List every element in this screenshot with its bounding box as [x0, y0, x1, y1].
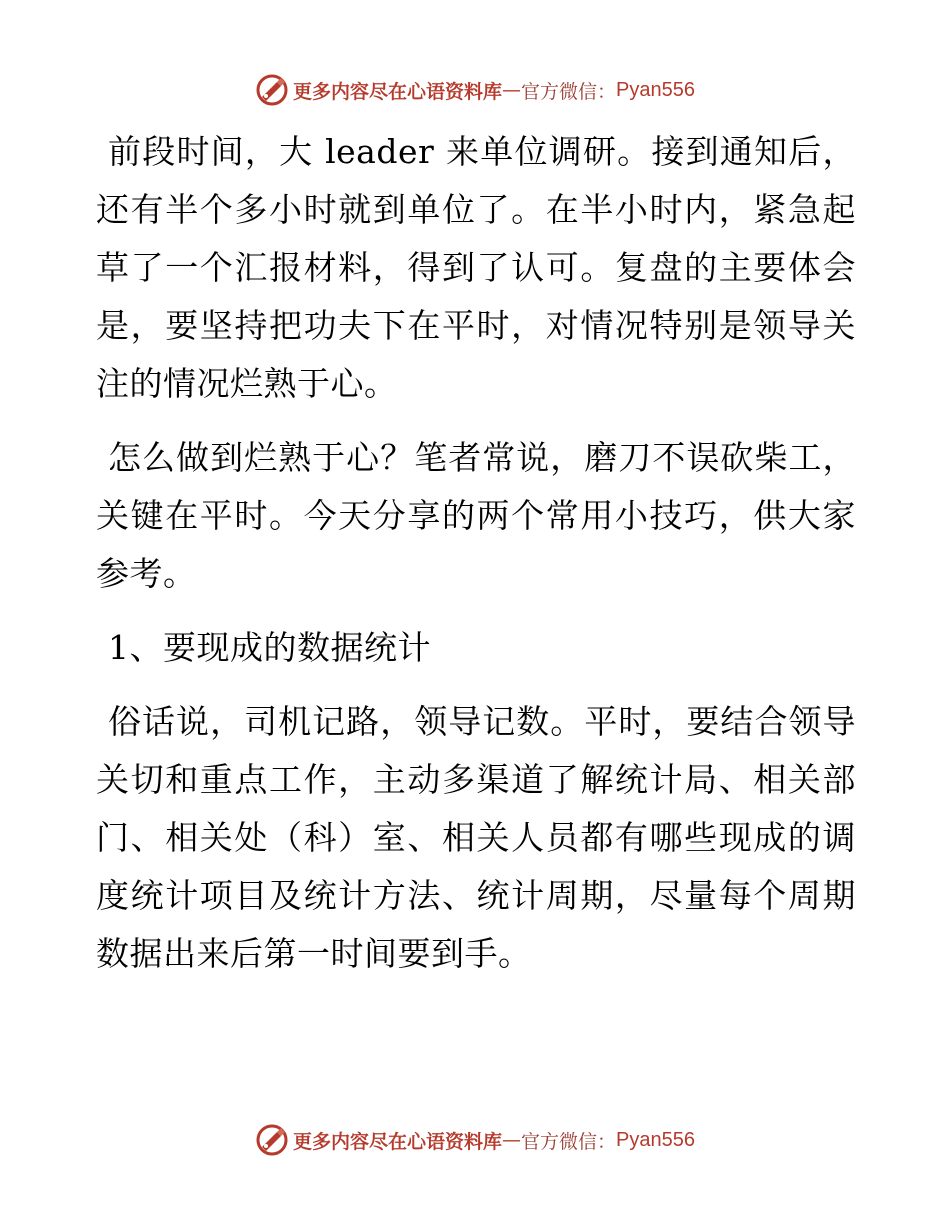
paragraph-intro: 前段时间，大 leader 来单位调研。接到通知后，还有半个多小时就到单位了。在半小时内，紧急起草了一个汇报材料，得到了认可。复盘的主要体会是，要坚持把功夫下在平时，对情况特别是领导关注的情况烂熟于心。 — [96, 132, 856, 403]
pen-logo-icon — [255, 1123, 289, 1157]
paragraph-statistics: 俗话说，司机记路，领导记数。平时，要结合领导关切和重点工作，主动多渠道了解统计局、相关部门、相关处（科）室、相关人员都有哪些现成的调度统计项目及统计方法、统计周期，尽量每个周期数据出来后第一时间要到手。 — [96, 702, 856, 973]
footer-brand-text: 更多内容尽在心语资料库 — [293, 1130, 503, 1153]
header-dash: — — [502, 79, 522, 101]
footer-wechat-id: Pyan556 — [616, 1128, 695, 1151]
section-heading-1: 1、要现成的数据统计 — [108, 628, 431, 667]
footer-dash: — — [502, 1129, 522, 1151]
document-body — [96, 123, 856, 999]
header-wechat-id: Pyan556 — [616, 78, 695, 101]
footer-wechat-label: 官方微信： — [521, 1130, 617, 1153]
header-banner — [0, 70, 950, 110]
footer-banner — [0, 1120, 950, 1160]
paragraph-method: 怎么做到烂熟于心？笔者常说，磨刀不误砍柴工，关键在平时。今天分享的两个常用小技巧，供大家参考。 — [96, 438, 856, 593]
pen-logo-icon — [255, 73, 289, 107]
header-wechat-label: 官方微信： — [521, 80, 617, 103]
header-brand-text: 更多内容尽在心语资料库 — [293, 80, 503, 103]
